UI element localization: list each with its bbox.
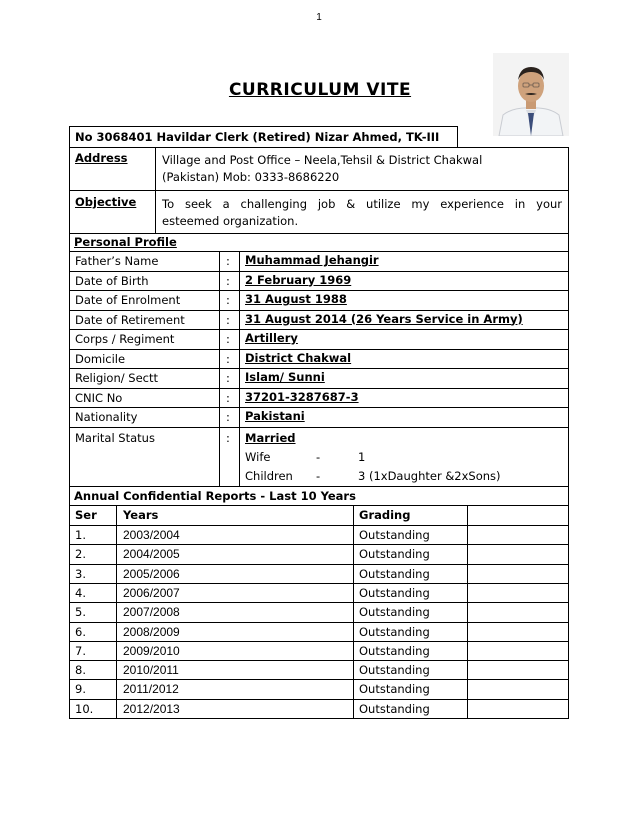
colon: : bbox=[226, 371, 230, 385]
profile-label: Date of Retirement bbox=[75, 312, 185, 327]
marital-value: Married bbox=[245, 431, 296, 445]
profile-label: Corps / Regiment bbox=[75, 332, 175, 346]
profile-value: 2 February 1969 bbox=[245, 272, 352, 287]
acr-col-ser: Ser bbox=[75, 508, 97, 522]
acr-grading: Outstanding bbox=[359, 547, 430, 562]
acr-ser: 6. bbox=[75, 624, 86, 639]
profile-label: Religion/ Sectt bbox=[75, 371, 159, 385]
divider bbox=[353, 505, 354, 719]
acr-col-years: Years bbox=[123, 508, 159, 522]
acr-ser: 2. bbox=[75, 547, 86, 562]
acr-grading: Outstanding bbox=[359, 663, 430, 678]
divider bbox=[69, 190, 569, 191]
acr-years: 2012/2013 bbox=[123, 701, 180, 716]
profile-value: Pakistani bbox=[245, 409, 305, 423]
acr-years: 2008/2009 bbox=[123, 624, 180, 639]
colon: : bbox=[226, 390, 230, 405]
children-value: 3 (1xDaughter &2xSons) bbox=[358, 469, 501, 483]
profile-photo bbox=[493, 53, 569, 136]
acr-heading: Annual Confidential Reports - Last 10 Years bbox=[74, 489, 356, 503]
profile-label: Nationality bbox=[75, 410, 138, 424]
divider bbox=[69, 564, 569, 565]
acr-grading: Outstanding bbox=[359, 528, 430, 542]
divider bbox=[69, 583, 569, 584]
acr-ser: 1. bbox=[75, 528, 86, 542]
address-line1: Village and Post Office – Neela,Tehsil & District Chakwal bbox=[162, 153, 483, 167]
divider bbox=[69, 505, 569, 506]
divider bbox=[69, 602, 569, 603]
profile-value: District Chakwal bbox=[245, 350, 352, 365]
profile-label: CNIC No bbox=[75, 390, 123, 405]
profile-value: 31 August 1988 bbox=[245, 292, 347, 306]
objective-line2: esteemed organization. bbox=[162, 214, 299, 228]
colon: : bbox=[226, 273, 230, 288]
wife-label: Wife bbox=[245, 450, 271, 464]
divider bbox=[69, 622, 569, 623]
colon: : bbox=[226, 312, 230, 327]
divider bbox=[116, 505, 117, 719]
divider bbox=[69, 544, 569, 545]
profile-label: Date of Birth bbox=[75, 273, 149, 288]
divider bbox=[69, 427, 569, 428]
colon: : bbox=[226, 410, 230, 424]
colon: : bbox=[226, 332, 230, 346]
acr-years: 2007/2008 bbox=[123, 605, 180, 620]
profile-label: Domicile bbox=[75, 351, 126, 366]
divider bbox=[69, 641, 569, 642]
colon: : bbox=[226, 351, 230, 366]
acr-grading: Outstanding bbox=[359, 605, 430, 620]
acr-years: 2005/2006 bbox=[123, 566, 180, 581]
address-label: Address bbox=[75, 151, 128, 165]
divider bbox=[69, 525, 569, 526]
profile-value: Islam/ Sunni bbox=[245, 370, 325, 384]
divider bbox=[467, 505, 468, 719]
acr-grading: Outstanding bbox=[359, 624, 430, 639]
wife-value: 1 bbox=[358, 450, 366, 464]
address-line2: (Pakistan) Mob: 0333-8686220 bbox=[162, 170, 340, 184]
acr-years: 2009/2010 bbox=[123, 643, 180, 658]
acr-grading: Outstanding bbox=[359, 701, 430, 716]
acr-grading: Outstanding bbox=[359, 585, 430, 600]
acr-years: 2011/2012 bbox=[123, 682, 179, 697]
wife-dash: - bbox=[316, 450, 321, 464]
page-number: 1 bbox=[316, 12, 322, 23]
acr-years: 2004/2005 bbox=[123, 547, 180, 562]
divider bbox=[69, 699, 569, 700]
colon: : bbox=[226, 254, 230, 268]
acr-ser: 7. bbox=[75, 643, 86, 658]
profile-label: Father’s Name bbox=[75, 254, 159, 268]
children-dash: - bbox=[316, 469, 321, 483]
header-text: No 3068401 Havildar Clerk (Retired) Nizar Ahmed, TK-III bbox=[75, 130, 440, 144]
acr-years: 2006/2007 bbox=[123, 585, 180, 600]
divider bbox=[69, 329, 569, 330]
objective-line1: To seek a challenging job & utilize my experience in your bbox=[162, 197, 562, 211]
marital-label: Marital Status bbox=[75, 431, 155, 445]
profile-value: Artillery bbox=[245, 331, 298, 345]
document-title: CURRICULUM VITE bbox=[228, 80, 412, 100]
divider bbox=[69, 660, 569, 661]
acr-ser: 3. bbox=[75, 566, 86, 581]
acr-ser: 5. bbox=[75, 605, 86, 620]
divider bbox=[69, 407, 569, 408]
acr-ser: 4. bbox=[75, 585, 86, 600]
colon: : bbox=[226, 293, 230, 307]
profile-value: 37201-3287687-3 bbox=[245, 389, 359, 404]
acr-ser: 8. bbox=[75, 663, 86, 678]
acr-grading: Outstanding bbox=[359, 643, 430, 658]
profile-label: Date of Enrolment bbox=[75, 293, 181, 307]
acr-grading: Outstanding bbox=[359, 682, 430, 697]
acr-years: 2010/2011 bbox=[123, 663, 179, 678]
acr-ser: 10. bbox=[75, 701, 94, 716]
acr-ser: 9. bbox=[75, 682, 86, 697]
acr-col-grading: Grading bbox=[359, 508, 411, 522]
divider bbox=[69, 486, 569, 487]
children-label: Children bbox=[245, 469, 293, 483]
acr-grading: Outstanding bbox=[359, 566, 430, 581]
personal-profile-heading: Personal Profile bbox=[74, 235, 177, 249]
objective-label: Objective bbox=[75, 195, 137, 209]
acr-years: 2003/2004 bbox=[123, 528, 180, 542]
profile-value: Muhammad Jehangir bbox=[245, 253, 379, 267]
colon: : bbox=[226, 431, 230, 445]
divider bbox=[69, 679, 569, 680]
profile-value: 31 August 2014 (26 Years Service in Army) bbox=[245, 311, 523, 326]
